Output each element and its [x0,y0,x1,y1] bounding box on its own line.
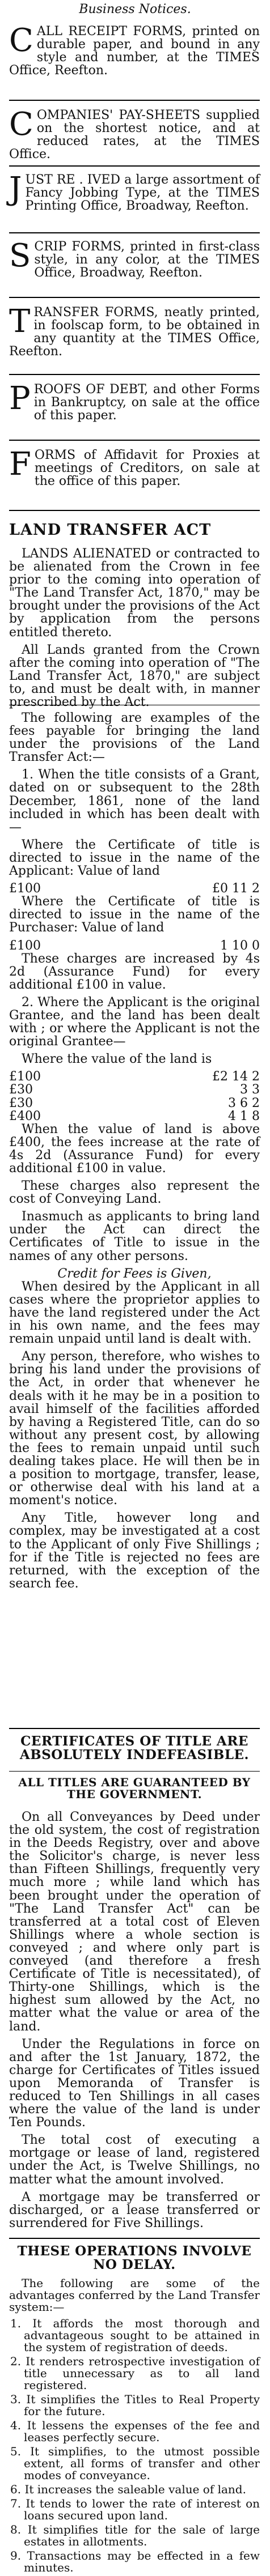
fee-row [9,1110,260,1123]
advantage-item: 2. It renders retrospective investigation of title unnecessary as to all land registered. [10,2354,260,2392]
example-2-text: 2. Where the Applicant is the original Grantee, and the land has been dealt with ; or where the Applicant is not the original Grantee— [9,995,260,1049]
credit-paragraph: When desired by the Applicant in all cases where the proprietor applies to have the land registered under the Act in his own name, and the fees may remain unpaid until land is dealt with. [9,1279,260,1347]
section-heading: Business Notices. [79,2,191,16]
fee-row [9,1097,260,1110]
advantage-item: 7. It tends to lower the rate of interest on loans secured upon land. [10,2497,260,2522]
operations-intro: The following are some of the advantages conferred by the Land Transfer system:— [9,2276,260,2314]
certificates-body [9,1811,260,2234]
notice-scrip-forms [9,237,260,280]
example-1-sub: Where the Certificate of title is directed to issue in the name of the Applicant: Value of land [9,837,260,879]
example-1-text: 1. When the title consists of a Grant, dated on or subsequent to the 28th December, 1861, none of the land included in which has been dealt with— [9,768,260,834]
fee-value: £100 [9,938,41,953]
notice-text: ALL RECEIPT FORMS, printed on durable paper, and bound in any style and number, at the TIMES Office, Reefton. [9,24,260,78]
operations-title: THESE OPERATIONS INVOLVE NO DELAY. [17,2243,252,2273]
notice-receipt-forms [9,22,260,78]
example-1-note: These charges are increased by 4s 2d (Assurance Fund) for every additional £100 in value. [9,951,260,992]
drop-cap: P [9,380,31,417]
act-intro-paragraph: LANDS ALIENATED or contracted to be alienated from the Crown in fee prior to the coming into operation of "The Land Transfer Act, 1870," may be brought under the provisions of the Act by application from the persons entitled thereto. [9,547,260,640]
fee-value: £30 [9,1083,33,1097]
fee-value: £400 [9,1109,41,1123]
advantage-item: 4. It lessens the expenses of the fee and leases perfectly secure. [10,2419,260,2444]
divider [9,440,260,441]
fee-value: £100 [9,1070,41,1084]
certificates-title: CERTIFICATES OF TITLE ARE ABSOLUTELY INDEFEASIBLE. [19,1734,250,1763]
divider [9,165,260,167]
certificates-paragraph: Under the Regulations in force on and after the 1st January, 1872, the charge for Certificates of Titles issued upon Memoranda of Transfer is reduced to Ten Shillings in all cases where the value of the land is under Ten Pounds. [9,2037,260,2130]
conveyancing-note: These charges also represent the cost of Conveying Land. [9,1179,260,1207]
act-intro [9,547,260,713]
drop-cap: C [9,106,33,143]
notice-text: ORMS of Affidavit for Proxies at meetings of Creditors, on sale at the office of this paper. [34,448,260,489]
fee-amount: £2 14 2 [212,1070,260,1084]
notice-affidavit-forms [9,446,260,489]
fee-amount: 1 10 0 [220,938,260,953]
example-1-sub2: Where the Certificate of title is directed to issue in the name of the Purchaser: Value of land [9,895,260,935]
notice-text: CRIP FORMS, printed in first-class style, in any color, at the TIMES Office, Broadway, Reefton. [34,240,260,280]
fee-amount: 4 1 8 [228,1109,260,1123]
credit-heading: Credit for Fees is Given, [57,1266,212,1281]
advantage-item: 1. It affords the most thorough and advantageous sought to be attained in the system of registration of deeds. [10,2317,260,2354]
fee-amount: £0 11 2 [212,882,260,896]
certificates-paragraph: A mortgage may be transferred or discharged, or a lease transferred or surrendered for Five Shillings. [9,2190,260,2230]
divider [9,100,260,101]
fee-value: £30 [9,1096,33,1110]
divider [9,2238,260,2239]
divider [9,297,260,298]
notice-text: ROOFS OF DEBT, and other Forms in Bankruptcy, on sale at the office of this paper. [33,382,260,423]
land-transfer-act-title: LAND TRANSFER ACT [9,521,212,539]
fee-row [9,939,260,952]
drop-cap: J [9,171,22,207]
divider [9,374,260,375]
notice-pay-sheets [9,106,260,162]
drop-cap: S [9,237,31,274]
example-2-sub: Where the value of the land is [22,1052,212,1067]
notice-text: RANSFER FORMS, neatly printed, in foolscap form, to be obtained in any quantity at the TIMES Office, Reefton. [9,305,260,359]
examples-intro: The following are examples of the fees payable for bringing the land under the provisions of the Land Transfer Act:— [9,711,260,765]
advantage-item: 3. It simplifies the Titles to Real Property for the future. [10,2392,260,2418]
drop-cap: T [9,303,31,340]
certificates-paragraph: On all Conveyances by Deed under the old system, the cost of registration in the Deeds Registry, over and above the Solicitor's charge, is never less than Fifteen Shillings, frequently very much more ; while land which has been brought under the operation of "The Land Transfer Act" can be transferred at a total cost of Eleven Shillings where a whole section is conveyed ; and where only part is conveyed (and therefore a fresh Certificate of Title is necessitated), of Thirty-one Shillings, which is the highest sum allowed by the Act, no matter what the value or area of the land. [9,1810,260,2034]
drop-cap: C [9,22,33,59]
divider [9,1728,260,1729]
advantage-item: 6. It increases the saleable value of land. [10,2483,246,2496]
act-intro-paragraph: All Lands granted from the Crown after the coming into operation of "The Land Transfer Act, 1870," are subject to, and must be dealt with, in manner prescribed by the Act. [9,642,260,710]
fee-row [9,882,260,895]
fee-amount: 3 6 2 [228,1096,260,1110]
advantage-item: 8. It simplifies title for the sale of large estates in allotments. [10,2523,260,2548]
guaranteed-title: ALL TITLES ARE GUARANTEED BY THE GOVERNMENT. [18,1775,251,1801]
fee-value: £100 [9,882,41,896]
notice-proofs-of-debt [9,380,260,423]
drop-cap: F [9,446,31,483]
divider [9,510,260,511]
notice-text: UST RE . IVED a large assortment of Fancy Jobbing Type, at the TIMES Printing Office, Broadway, Reefton. [25,173,260,214]
fee-amount: 3 3 [240,1083,260,1097]
advantage-item: 5. It simplifies, to the utmost possible extent, all forms of transfer and other modes of conveyance. [10,2445,260,2482]
fee-examples [9,712,260,1595]
divider [9,232,260,233]
advantage-item: 9. Transactions may be effected in a few minutes. [10,2549,260,2574]
divider [9,1771,260,1772]
any-title-paragraph: Any Title, however long and complex, may be investigated at a cost to the Applicant of only Five Shillings ; for if the Title is rejected no fees are returned, with the exception of the search fee. [9,1511,260,1591]
certificates-paragraph: The total cost of executing a mortgage or lease of land, registered under the Act, is Twelve Shillings, no matter what the amount involved. [9,2133,260,2187]
fee-row [9,1070,260,1083]
any-person-paragraph: Any person, therefore, who wishes to bring his land under the provisions of the Act, in order that whenever he deals with it he may be in a position to avail himself of the facilities afforded by having a Registered Title, can do so without any present cost, by allowing the fees to remain unpaid until such dealing takes place. He will then be in a position to mortgage, transfer, lease, or otherwise deal with his land at a moment's notice. [9,1349,260,1508]
fee-row [9,1083,260,1096]
notice-fancy-type [9,173,260,212]
notice-transfer-forms [9,303,260,359]
example-2-note: When the value of land is above £400, the fees increase at the rate of 4s 2d (Assurance Fund) for every additional £100 in value. [9,1122,260,1176]
notice-text: OMPANIES' PAY-SHEETS supplied on the shortest notice, and at reduced rates, at the TIMES Office. [9,108,260,162]
inasmuch-paragraph: Inasmuch as applicants to bring land under the Act can direct the Certificates of Title to issue in the names of any other persons. [9,1210,260,1263]
